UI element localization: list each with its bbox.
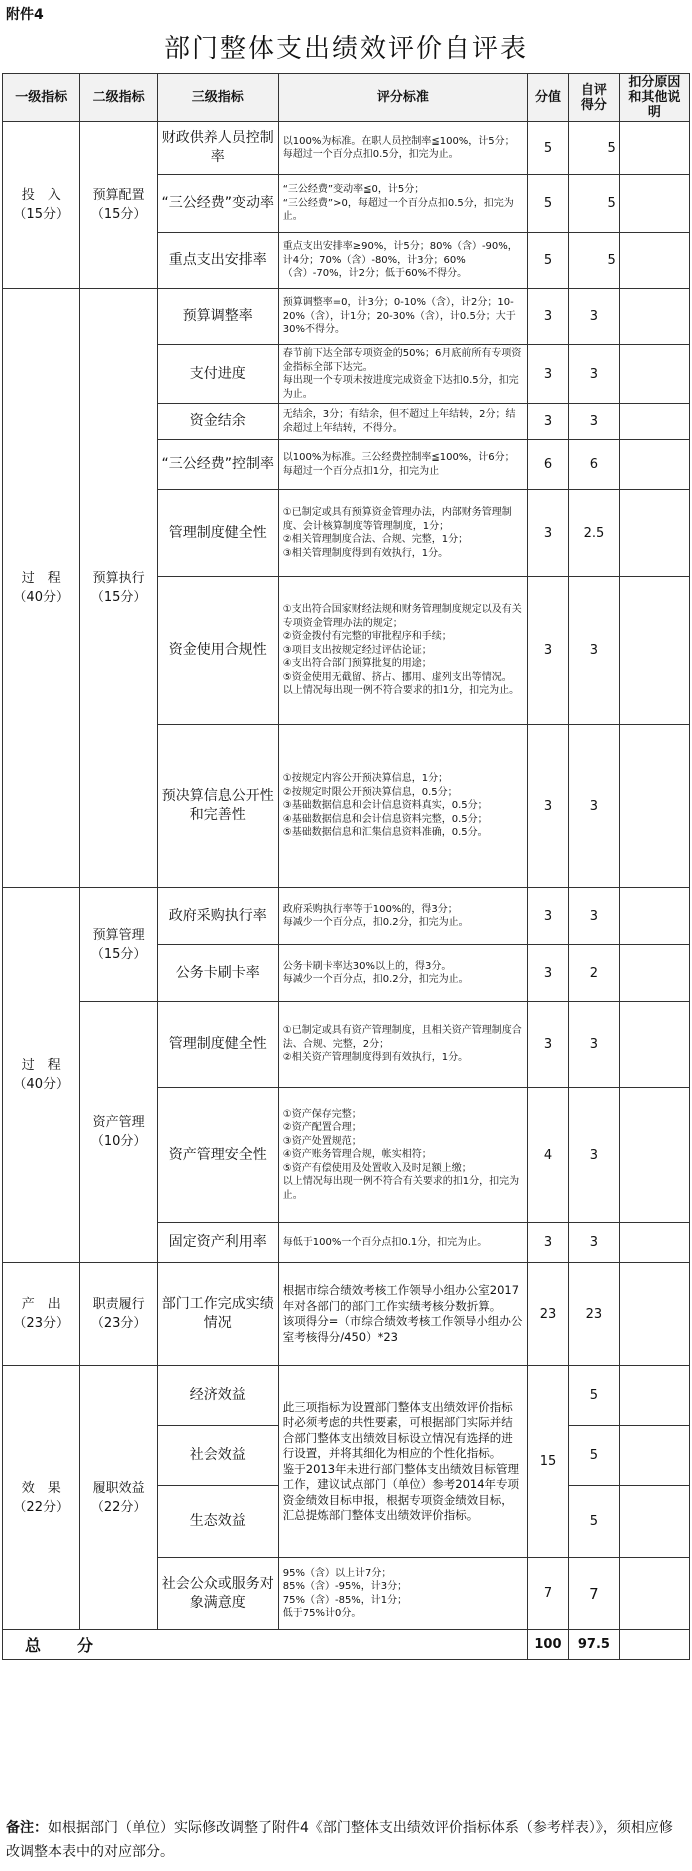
self-score-cell: 5 [569,122,620,175]
criteria-cell: ①按规定内容公开预决算信息，1分； ②按规定时限公开预决算信息，0.5分； ③基础数据信息和会计信息资料真实，0.5分； ④基础数据信息和会计信息资料完整，0.5分； ⑤基础数据信息和汇集信息资料准确，0.5分。 [278,725,527,888]
level3-indicator: 资金结余 [157,404,278,440]
score-cell: 3 [527,289,568,345]
level3-indicator: 固定资产利用率 [157,1223,278,1263]
score-cell: 3 [527,888,568,945]
score-cell: 3 [527,945,568,1002]
reason-cell [619,1630,689,1660]
level3-indicator: 支付进度 [157,345,278,404]
total-score: 100 [527,1630,568,1660]
reason-cell [619,1223,689,1263]
level3-indicator: 生态效益 [157,1486,278,1558]
header-score: 分值 [527,74,568,122]
level3-indicator: 资产管理安全性 [157,1088,278,1223]
self-score-cell: 3 [569,345,620,404]
level3-indicator: 预决算信息公开性和完善性 [157,725,278,888]
total-label: 总 分 [3,1630,528,1660]
criteria-cell: 此三项指标为设置部门整体支出绩效评价指标时必须考虑的共性要素，可根据部门实际并结合部门整体支出绩效目标设立情况有选择的进行设置，并将其细化为相应的个性化指标。 鉴于2013年未进行部门整体支出绩效目标管理工作，建议试点部门（单位）参考2014年专项资金绩效目标申报，根据专项资金绩效目标，汇总提炼部门整体支出绩效评价指标。 [278,1366,527,1558]
level2-budget-allocation: 预算配置 （15分） [80,122,157,289]
self-score-cell: 23 [569,1263,620,1366]
self-score-cell: 3 [569,888,620,945]
reason-cell [619,175,689,233]
total-row [3,1630,690,1660]
score-cell: 4 [527,1088,568,1223]
reason-cell [619,577,689,725]
level2-budget-management: 预算管理 （15分） [80,888,157,1002]
reason-cell [619,1558,689,1630]
score-cell: 6 [527,440,568,490]
reason-cell [619,1002,689,1088]
reason-cell [619,945,689,1002]
level2-asset-management: 资产管理 （10分） [80,1002,157,1263]
reason-cell [619,289,689,345]
reason-cell [619,490,689,577]
level1-output: 产 出 （23分） [3,1263,80,1366]
level3-indicator: 重点支出安排率 [157,233,278,289]
score-cell: 3 [527,345,568,404]
header-self-score: 自评 得分 [569,74,620,122]
self-score-cell: 7 [569,1558,620,1630]
level2-duty-benefit: 履职效益 （22分） [80,1366,157,1630]
criteria-cell: 重点支出安排率≥90%，计5分；80%（含）-90%，计4分；70%（含）-80%，计3分；60%（含）-70%，计2分；低于60%不得分。 [278,233,527,289]
table-row [3,1366,690,1426]
criteria-cell: 公务卡刷卡率达30%以上的，得3分。 每减少一个百分点，扣0.2分，扣完为止。 [278,945,527,1002]
self-score-cell: 6 [569,440,620,490]
self-score-cell: 3 [569,1088,620,1223]
header-level2: 二级指标 [80,74,157,122]
criteria-cell: ①已制定或具有资产管理制度，且相关资产管理制度合法、合规、完整，2分； ②相关资产管理制度得到有效执行，1分。 [278,1002,527,1088]
reason-cell [619,1426,689,1486]
table-row [3,1002,690,1088]
level1-process: 过 程 （40分） [3,289,80,888]
score-cell: 15 [527,1366,568,1558]
table-header-row [3,74,690,122]
criteria-cell: “三公经费”变动率≦0，计5分； “三公经费”>0，每超过一个百分点扣0.5分，扣完为止。 [278,175,527,233]
self-score-cell: 5 [569,1366,620,1426]
level3-indicator: 经济效益 [157,1366,278,1426]
level3-indicator: “三公经费”变动率 [157,175,278,233]
score-cell: 3 [527,577,568,725]
score-cell: 5 [527,175,568,233]
score-cell: 3 [527,725,568,888]
reason-cell [619,233,689,289]
criteria-cell: 预算调整率=0，计3分；0-10%（含），计2分；10-20%（含），计1分；20-30%（含），计0.5分；大于30%不得分。 [278,289,527,345]
reason-cell [619,122,689,175]
level3-indicator: 公务卡刷卡率 [157,945,278,1002]
table-row [3,289,690,345]
criteria-cell: ①已制定或具有预算资金管理办法，内部财务管理制度、会计核算制度等管理制度，1分； ②相关管理制度合法、合规、完整，1分； ③相关管理制度得到有效执行，1分。 [278,490,527,577]
reason-cell [619,345,689,404]
self-score-cell: 2 [569,945,620,1002]
level3-indicator: 资金使用合规性 [157,577,278,725]
level2-budget-execution: 预算执行 （15分） [80,289,157,888]
header-level3: 三级指标 [157,74,278,122]
self-score-cell: 3 [569,1223,620,1263]
level1-input: 投 入 （15分） [3,122,80,289]
score-cell: 3 [527,1002,568,1088]
level3-indicator: 管理制度健全性 [157,1002,278,1088]
criteria-cell: 每低于100%一个百分点扣0.1分，扣完为止。 [278,1223,527,1263]
level3-indicator: 社会效益 [157,1426,278,1486]
self-score-cell: 5 [569,175,620,233]
score-cell: 3 [527,1223,568,1263]
self-score-cell: 5 [569,233,620,289]
level3-indicator: 预算调整率 [157,289,278,345]
score-cell: 5 [527,122,568,175]
criteria-cell: ①支出符合国家财经法规和财务管理制度规定以及有关专项资金管理办法的规定； ②资金拨付有完整的审批程序和手续； ③项目支出按规定经过评估论证； ④支出符合部门预算批复的用途； ⑤资金使用无截留、挤占、挪用、虚列支出等情况。 以上情况每出现一例不符合要求的扣1分，扣完为止。 [278,577,527,725]
self-score-cell: 3 [569,1002,620,1088]
score-cell: 23 [527,1263,568,1366]
header-criteria: 评分标准 [278,74,527,122]
self-score-cell: 2.5 [569,490,620,577]
self-score-cell: 5 [569,1486,620,1558]
evaluation-table [2,73,690,1660]
score-cell: 7 [527,1558,568,1630]
level3-indicator: 部门工作完成实绩情况 [157,1263,278,1366]
score-cell: 5 [527,233,568,289]
criteria-cell: 无结余，3分；有结余，但不超过上年结转，2分；结余超过上年结转，不得分。 [278,404,527,440]
level1-process: 过 程 （40分） [3,888,80,1263]
reason-cell [619,404,689,440]
score-cell: 3 [527,404,568,440]
score-cell: 3 [527,490,568,577]
reason-cell [619,1263,689,1366]
level3-indicator: 管理制度健全性 [157,490,278,577]
level3-indicator: 财政供养人员控制率 [157,122,278,175]
table-row [3,122,690,175]
criteria-cell: 春节前下达全部专项资金的50%；6月底前所有专项资金指标全部下达完。 每出现一个专项未按进度完成资金下达扣0.5分，扣完为止。 [278,345,527,404]
header-level1: 一级指标 [3,74,80,122]
level2-duty-performance: 职责履行 （23分） [80,1263,157,1366]
criteria-cell: ①资产保存完整； ②资产配置合理； ③资产处置规范； ④资产账务管理合规，帐实相符； ⑤资产有偿使用及处置收入及时足额上缴； 以上情况每出现一例不符合有关要求的扣1分，扣完为止。 [278,1088,527,1223]
footnote-text: 如根据部门（单位）实际修改调整了附件4《部门整体支出绩效评价指标体系（参考样表）》，须相应修改调整本表中的对应部分。 [6,1820,673,1860]
reason-cell [619,888,689,945]
level3-indicator: 社会公众或服务对象满意度 [157,1558,278,1630]
criteria-cell: 95%（含）以上计7分； 85%（含）-95%，计3分； 75%（含）-85%，计1分； 低于75%计0分。 [278,1558,527,1630]
level1-effect: 效 果 （22分） [3,1366,80,1630]
level3-indicator: 政府采购执行率 [157,888,278,945]
reason-cell [619,725,689,888]
attachment-label: 附件4 [6,7,44,23]
reason-cell [619,1486,689,1558]
self-score-cell: 3 [569,725,620,888]
reason-cell [619,1088,689,1223]
self-score-cell: 3 [569,404,620,440]
footnote-prefix: 备注： [6,1820,48,1836]
reason-cell [619,1366,689,1426]
reason-cell [619,440,689,490]
header-reason: 扣分原因和其他说明 [619,74,689,122]
self-score-cell: 5 [569,1426,620,1486]
criteria-cell: 以100%为标准。在职人员控制率≦100%，计5分；每超过一个百分点扣0.5分，扣完为止。 [278,122,527,175]
page-title: 部门整体支出绩效评价自评表 [163,34,528,64]
criteria-cell: 政府采购执行率等于100%的，得3分； 每减少一个百分点，扣0.2分，扣完为止。 [278,888,527,945]
criteria-cell: 根据市综合绩效考核工作领导小组办公室2017年对各部门的部门工作实绩考核分数折算。 该项得分=（市综合绩效考核工作领导小组办公室考核得分/450）*23 [278,1263,527,1366]
level3-indicator: “三公经费”控制率 [157,440,278,490]
footnote [6,1816,686,1864]
table-row [3,888,690,945]
table-row [3,1263,690,1366]
criteria-cell: 以100%为标准。三公经费控制率≦100%，计6分； 每超过一个百分点扣1分，扣完为止 [278,440,527,490]
self-score-cell: 3 [569,577,620,725]
total-self-score: 97.5 [569,1630,620,1660]
self-score-cell: 3 [569,289,620,345]
